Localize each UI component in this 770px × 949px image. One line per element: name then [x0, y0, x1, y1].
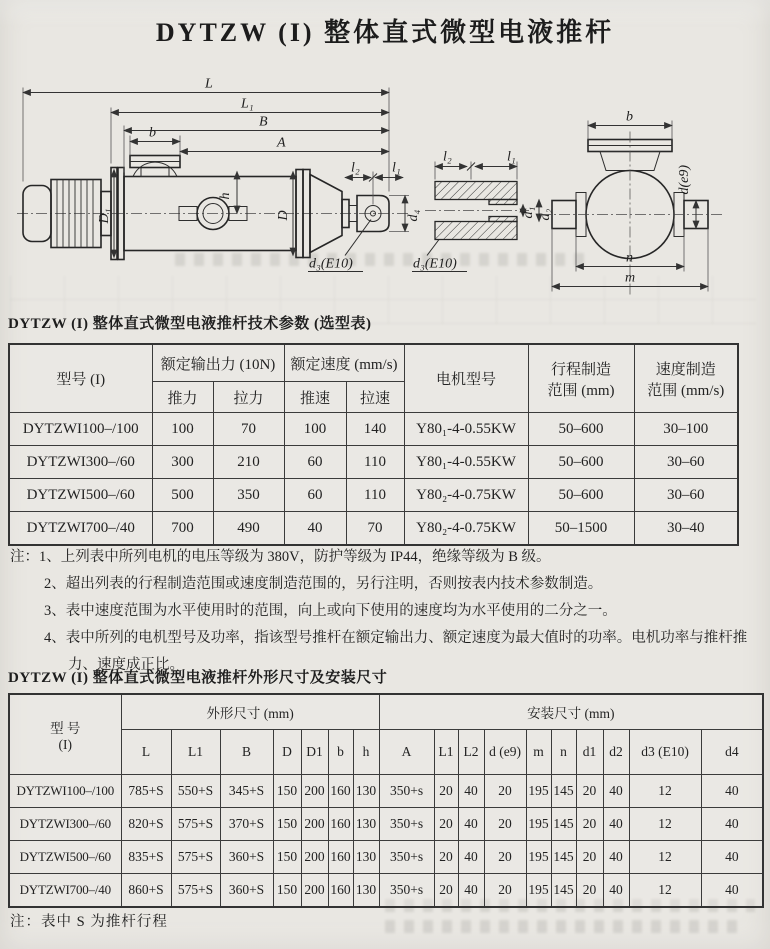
- dim-B: B: [259, 114, 268, 130]
- cell: 100: [284, 413, 346, 446]
- th-text: 型 号: [50, 720, 81, 736]
- th-text: 行程制造: [551, 361, 612, 378]
- th-col: d2: [603, 730, 629, 775]
- dim-D: D: [276, 210, 291, 221]
- cell: 20: [434, 775, 458, 808]
- cell: 550+S: [171, 775, 220, 808]
- cell: 12: [629, 808, 701, 841]
- cell: 40: [603, 775, 629, 808]
- table2-caption: DYTZW (I) 整体直式微型电液推杆外形尺寸及安装尺寸: [8, 670, 388, 686]
- cell-motor: Y80₂-4-0.75KW: [404, 479, 528, 512]
- cell: 50–600: [528, 446, 634, 479]
- cell: 12: [629, 775, 701, 808]
- th-col: n: [551, 730, 576, 775]
- th-col: L: [121, 730, 171, 775]
- cell: 20: [434, 808, 458, 841]
- cell-model: DYTZWI700–/40: [9, 874, 121, 908]
- cell: 20: [576, 808, 603, 841]
- th-pull-force: 拉力: [213, 382, 284, 413]
- th-col: d1: [576, 730, 603, 775]
- cell-model: DYTZWI500–/60: [9, 841, 121, 874]
- note-text: 3、表中速度范围为水平使用时的范围，向上或向下使用的速度均为水平使用的二分之一。: [44, 603, 617, 619]
- side-view: [17, 77, 421, 272]
- cell: 200: [301, 874, 328, 908]
- cell-model: DYTZWI300–/60: [9, 446, 152, 479]
- cell: 40: [701, 808, 763, 841]
- cell: 200: [301, 841, 328, 874]
- cell: 350+s: [379, 775, 434, 808]
- th-col: h: [353, 730, 379, 775]
- cell: 575+S: [171, 841, 220, 874]
- dim-A: A: [277, 135, 286, 151]
- dim-h: h: [218, 192, 233, 200]
- cell: 20: [484, 808, 526, 841]
- cell-motor: Y80₁-4-0.55KW: [404, 413, 528, 446]
- table-row: [9, 808, 763, 841]
- th-model: 型号 (I): [9, 344, 152, 413]
- table-row: [9, 446, 738, 479]
- dim-d1: d₁: [521, 206, 536, 219]
- cell: 785+S: [121, 775, 171, 808]
- cell: 60: [284, 446, 346, 479]
- cell: 300: [152, 446, 213, 479]
- page-title: DYTZW (I) 整体直式微型电液推杆: [155, 18, 615, 47]
- cell: 130: [353, 775, 379, 808]
- cell: 60: [284, 479, 346, 512]
- notes-block: [10, 544, 758, 679]
- cell: 40: [458, 841, 484, 874]
- cell: 20: [484, 775, 526, 808]
- table1-caption: DYTZW (I) 整体直式微型电液推杆技术参数 (选型表): [8, 316, 372, 332]
- cell: 160: [328, 775, 353, 808]
- cell: 490: [213, 512, 284, 546]
- cell: 145: [551, 808, 576, 841]
- dim-d-e9: d(e9): [677, 164, 692, 195]
- cell-model: DYTZWI100–/100: [9, 775, 121, 808]
- cell: 700: [152, 512, 213, 546]
- cell: 360+S: [220, 841, 273, 874]
- cell: 50–600: [528, 413, 634, 446]
- stroke-note: 注：表中 S 为推杆行程: [10, 914, 168, 930]
- cell: 20: [434, 841, 458, 874]
- th-rated-output-force: 额定输出力 (10N): [152, 344, 284, 382]
- cell: 12: [629, 874, 701, 908]
- cell: 160: [328, 808, 353, 841]
- cell: 40: [701, 775, 763, 808]
- cell: 195: [526, 841, 551, 874]
- cell: 150: [273, 874, 301, 908]
- cell: 50–1500: [528, 512, 634, 546]
- cell: 575+S: [171, 808, 220, 841]
- dim-l2: l₂: [351, 160, 360, 176]
- cell: 100: [152, 413, 213, 446]
- dim-d3-E10: d₃(E10): [413, 256, 457, 272]
- cell: 40: [284, 512, 346, 546]
- cell: 860+S: [121, 874, 171, 908]
- th-col: D: [273, 730, 301, 775]
- th-col: L2: [458, 730, 484, 775]
- cell: 195: [526, 775, 551, 808]
- cell: 12: [629, 841, 701, 874]
- table-row: [9, 874, 763, 908]
- cell: 30–60: [634, 479, 738, 512]
- dim-l2: l₂: [443, 149, 452, 165]
- th-col: d3 (E10): [629, 730, 701, 775]
- cell: 160: [328, 841, 353, 874]
- th-col: m: [526, 730, 551, 775]
- th-col: d (e9): [484, 730, 526, 775]
- cell: 500: [152, 479, 213, 512]
- cell-motor: Y80₁-4-0.55KW: [404, 446, 528, 479]
- th-col: L1: [434, 730, 458, 775]
- th-model: [9, 694, 121, 775]
- th-speed-range: [634, 344, 738, 413]
- dim-b: b: [626, 109, 633, 125]
- cell: 130: [353, 808, 379, 841]
- cell: 20: [576, 841, 603, 874]
- cell: 200: [301, 808, 328, 841]
- cell: 360+S: [220, 874, 273, 908]
- cell: 40: [458, 874, 484, 908]
- cell: 145: [551, 874, 576, 908]
- dimensions-table: [8, 693, 764, 908]
- cell: 150: [273, 808, 301, 841]
- cell: 195: [526, 874, 551, 908]
- cell: 20: [484, 841, 526, 874]
- dim-n: n: [626, 250, 633, 266]
- dim-l1: l₁: [392, 160, 401, 176]
- dim-d4: d₄: [406, 209, 421, 222]
- section-view: [412, 150, 553, 272]
- cell: 210: [213, 446, 284, 479]
- cell: 30–100: [634, 413, 738, 446]
- cell: 20: [576, 874, 603, 908]
- th-text: 范围 (mm): [547, 382, 615, 399]
- cell: 130: [353, 841, 379, 874]
- cell: 145: [551, 775, 576, 808]
- dim-l1: l₁: [507, 149, 516, 165]
- note-text: 4、表中所列的电机型号及功率，指该型号推杆在额定输出力、额定速度为最大值时的功率。电机功率与推杆推力、速度成正比。: [44, 630, 748, 673]
- th-motor-model: 电机型号: [404, 344, 528, 413]
- dim-d2: d₂: [538, 208, 553, 221]
- cell: 30–60: [634, 446, 738, 479]
- dimension-drawing: [15, 72, 755, 310]
- cell: 140: [346, 413, 404, 446]
- cell: 40: [603, 841, 629, 874]
- th-col: b: [328, 730, 353, 775]
- cell: 110: [346, 446, 404, 479]
- dim-d3-E10: d₃(E10): [309, 256, 353, 272]
- cell: 40: [458, 775, 484, 808]
- th-text: 范围 (mm/s): [647, 382, 725, 399]
- cell: 30–40: [634, 512, 738, 546]
- th-col: A: [379, 730, 434, 775]
- cell: 40: [701, 874, 763, 908]
- dim-L: L: [205, 76, 213, 92]
- cell: 200: [301, 775, 328, 808]
- cell-motor: Y80₂-4-0.75KW: [404, 512, 528, 546]
- cell: 110: [346, 479, 404, 512]
- cell: 350+s: [379, 808, 434, 841]
- cell: 835+S: [121, 841, 171, 874]
- dim-b: b: [149, 125, 156, 141]
- th-col: D1: [301, 730, 328, 775]
- cell: 145: [551, 841, 576, 874]
- table-row: [9, 413, 738, 446]
- cell: 20: [434, 874, 458, 908]
- th-col: d4: [701, 730, 763, 775]
- th-col: L1: [171, 730, 220, 775]
- cell-model: DYTZWI500–/60: [9, 479, 152, 512]
- cell: 20: [484, 874, 526, 908]
- cell: 150: [273, 775, 301, 808]
- cell: 160: [328, 874, 353, 908]
- cell: 50–600: [528, 479, 634, 512]
- cell: 350: [213, 479, 284, 512]
- th-rated-speed: 额定速度 (mm/s): [284, 344, 404, 382]
- cell-model: DYTZWI700–/40: [9, 512, 152, 546]
- cell: 350+s: [379, 874, 434, 908]
- dim-m: m: [625, 270, 636, 286]
- table-row: [9, 512, 738, 546]
- table-row: [9, 775, 763, 808]
- cell-model: DYTZWI100–/100: [9, 413, 152, 446]
- parameters-table: [8, 343, 739, 546]
- cell-model: DYTZWI300–/60: [9, 808, 121, 841]
- table-row: [9, 841, 763, 874]
- cell: 820+S: [121, 808, 171, 841]
- cell: 195: [526, 808, 551, 841]
- note-item: [10, 544, 758, 571]
- cell: 575+S: [171, 874, 220, 908]
- cell: 370+S: [220, 808, 273, 841]
- th-text: 速度制造: [655, 361, 716, 378]
- note-item: [10, 571, 758, 598]
- cell: 40: [603, 874, 629, 908]
- cell: 40: [458, 808, 484, 841]
- cell: 20: [576, 775, 603, 808]
- cell: 130: [353, 874, 379, 908]
- end-view: [540, 110, 722, 298]
- th-outline-dims: 外形尺寸 (mm): [121, 694, 379, 730]
- note-prefix: 注：: [10, 549, 39, 565]
- cell: 350+s: [379, 841, 434, 874]
- th-stroke-range: [528, 344, 634, 413]
- table-row: [9, 479, 738, 512]
- cell: 40: [701, 841, 763, 874]
- dim-L1: L₁: [241, 96, 254, 112]
- cell: 40: [603, 808, 629, 841]
- cell: 150: [273, 841, 301, 874]
- th-push-speed: 推速: [284, 382, 346, 413]
- th-pull-speed: 拉速: [346, 382, 404, 413]
- th-col: B: [220, 730, 273, 775]
- bleedthrough-text-strip: [385, 920, 745, 933]
- th-text: (I): [58, 736, 72, 752]
- cell: 70: [346, 512, 404, 546]
- note-text: 2、超出列表的行程制造范围或速度制造范围的，另行注明，否则按表内技术参数制造。: [44, 576, 603, 592]
- note-item: [10, 598, 758, 625]
- th-push-force: 推力: [152, 382, 213, 413]
- th-install-dims: 安装尺寸 (mm): [379, 694, 763, 730]
- note-text: 1、上列表中所列电机的电压等级为 380V，防护等级为 IP44，绝缘等级为 B 级。: [39, 549, 551, 565]
- cell: 70: [213, 413, 284, 446]
- dim-D1: D₁: [97, 208, 112, 224]
- cell: 345+S: [220, 775, 273, 808]
